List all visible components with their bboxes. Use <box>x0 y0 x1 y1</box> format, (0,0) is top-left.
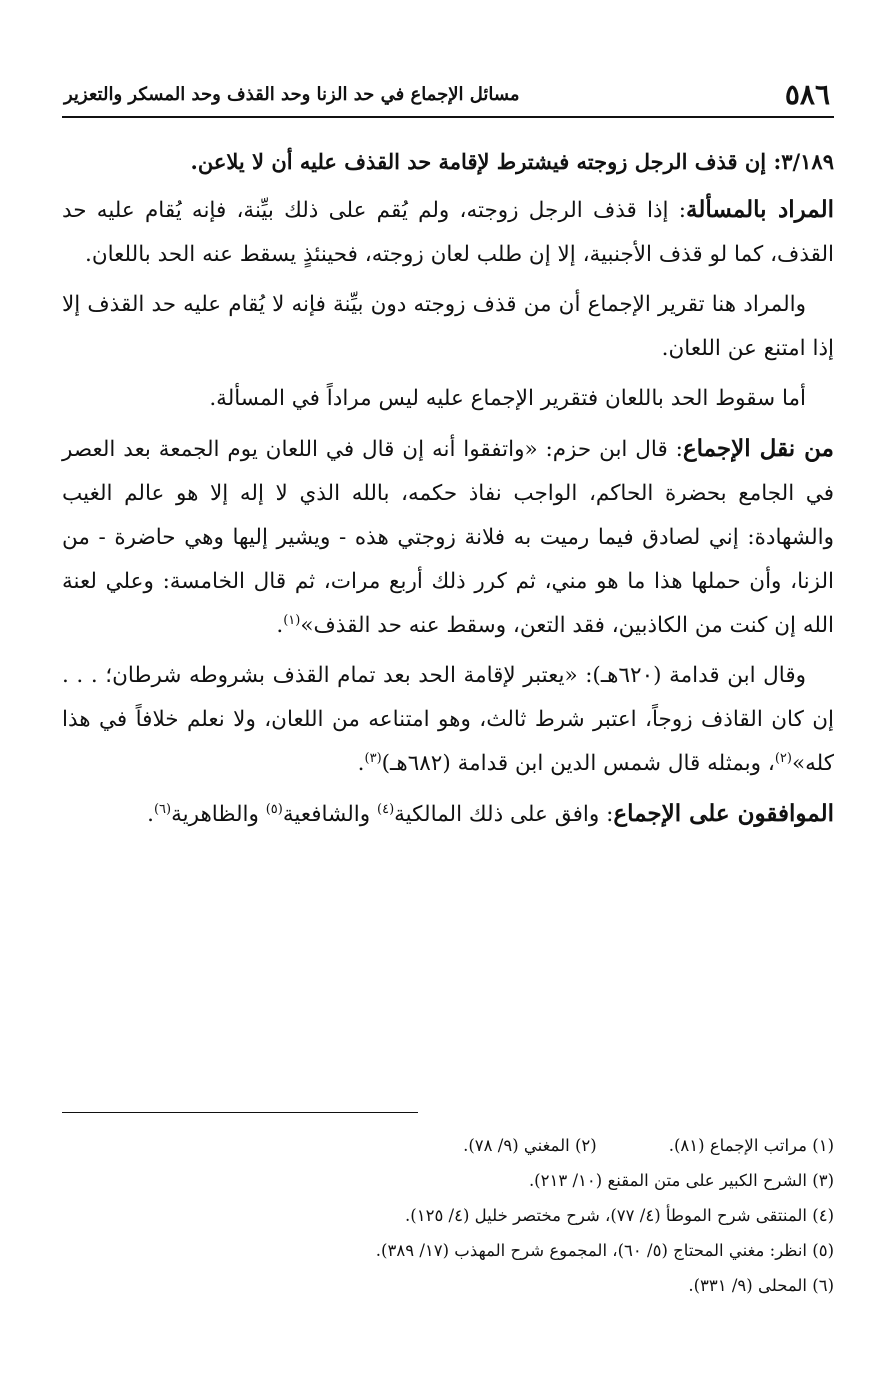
paragraph-intent <box>62 283 834 371</box>
paragraph-note <box>62 377 834 421</box>
footnote-1: (١) مراتب الإجماع (٨١). <box>668 1136 834 1155</box>
footnote-ref-1[interactable]: (١) <box>283 612 301 628</box>
footnote-ref-6[interactable]: (٦) <box>153 801 172 817</box>
paragraph-note-text: أما سقوط الحد باللعان فتقرير الإجماع عليه ليس مراداً في المسألة. <box>209 386 806 411</box>
paragraph-ibn-qudama-mid: ، وبمثله قال شمس الدين ابن قدامة (٦٨٢هـ) <box>381 751 775 776</box>
paragraph-agreeing <box>62 792 834 837</box>
paragraph-ibn-qudama <box>62 654 834 786</box>
lead-transmitters: من نقل الإجماع <box>682 435 834 462</box>
footnote-ref-3[interactable]: (٣) <box>364 750 382 766</box>
running-header <box>62 72 834 118</box>
footnotes <box>62 1128 834 1303</box>
footnote-5: (٥) انظر: مغني المحتاج (٥/ ٦٠)، المجموع شرح المهذب (١٧/ ٣٨٩). <box>375 1241 834 1260</box>
paragraph-ibn-qudama-text: وقال ابن قدامة (٦٢٠هـ): «يعتبر لإقامة الحد بعد تمام القذف بشروطه شرطان؛ . . . إن كان القاذف زوجاً، اعتبر شرط ثالث، وهو امتناعه من اللعان، ولا نعلم خلافاً في هذا كله» <box>62 663 834 776</box>
paragraph-meaning-text: : إذا قذف الرجل زوجته، ولم يُقم على ذلك بيِّنة، فإنه يُقام عليه حد القذف، كما لو قذف الأجنبية، إلا إن طلب لعان زوجته، فحينئذٍ يسقط عنه الحد باللعان. <box>62 198 834 267</box>
paragraph-transmitters <box>62 427 834 648</box>
footnote-4: (٤) المنتقى شرح الموطأ (٤/ ٧٧)، شرح مختصر خليل (٤/ ١٢٥). <box>405 1206 834 1225</box>
running-title: مسائل الإجماع في حد الزنا وحد القذف وحد المسكر والتعزير <box>64 84 520 105</box>
book-page <box>62 72 834 843</box>
footnote-separator <box>62 1112 418 1113</box>
paragraph-end: . <box>357 751 365 776</box>
paragraph-intent-text: والمراد هنا تقرير الإجماع أن من قذف زوجته دون بيِّنة فإنه لا يُقام عليه حد القذف إلا إذا امتنع عن اللعان. <box>62 292 834 361</box>
footnote-ref-4[interactable]: (٤) <box>377 801 395 817</box>
paragraph-agreeing-text: : وافق على ذلك المالكية <box>394 802 614 827</box>
paragraph-agreeing-mid2: والظاهرية <box>171 802 266 827</box>
footnote-row <box>62 1128 834 1163</box>
paragraph-end: . <box>147 802 154 827</box>
lead-meaning: المراد بالمسألة <box>686 196 834 223</box>
paragraph-agreeing-mid: والشافعية <box>282 802 377 827</box>
footnote-3: (٣) الشرح الكبير على متن المقنع (١٠/ ٢١٣). <box>528 1171 834 1190</box>
footnote-ref-5[interactable]: (٥) <box>265 801 283 817</box>
paragraph-transmitters-text: : قال ابن حزم: «واتفقوا أنه إن قال في اللعان يوم الجمعة بعد العصر في الجامع بحضرة الحاكم، الواجب نفاذ حكمه، بالله الذي لا إله إلا هو عالم الغيب والشهادة: إني لصادق فيما رميت به فلانة زوجتي هذه - ويشير إليها وهي حاضرة - من الزنا، وأن حملها هذا ما هو مني، ثم كرر ذلك أربع مرات، ثم قال الخامسة: وعلي لعنة الله إن كنت من الكاذبين، فقد التعن، وسقط عنه حد القذف» <box>62 437 834 638</box>
paragraph-meaning <box>62 188 834 277</box>
footnote-2: (٢) المغني (٩/ ٧٨). <box>463 1136 597 1155</box>
issue-heading: ٣/١٨٩: إن قذف الرجل زوجته فيشترط لإقامة حد القذف عليه أن لا يلاعن. <box>190 149 834 174</box>
footnote-6: (٦) المحلى (٩/ ٣٣١). <box>688 1276 834 1295</box>
paragraph-end: . <box>276 613 284 638</box>
lead-agreeing: الموافقون على الإجماع <box>613 800 834 827</box>
page-body <box>62 140 834 837</box>
page-number: ٥٨٦ <box>784 78 830 111</box>
footnote-ref-2[interactable]: (٢) <box>774 750 792 766</box>
